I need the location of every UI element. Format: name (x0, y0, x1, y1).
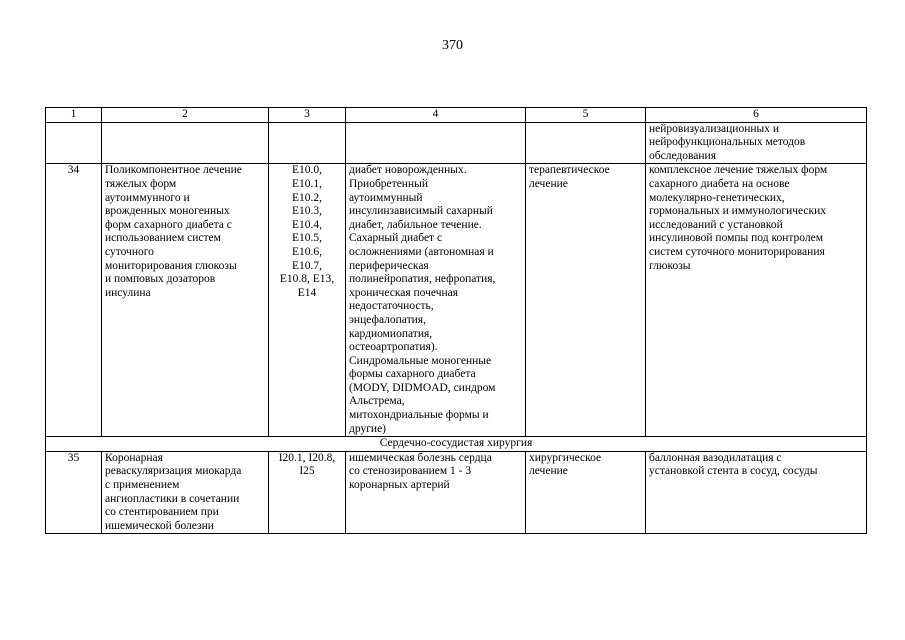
header-row (46, 108, 867, 123)
header-cell-2: 2 (102, 108, 269, 123)
treatment-method (646, 164, 867, 437)
cell-line: полинейропатия, нефропатия, (349, 273, 496, 286)
cell-line: E10.4, (291, 218, 323, 231)
cont-cell-4 (346, 122, 526, 164)
cell-line: ишемическая болезнь сердца (349, 451, 492, 464)
cell-line: аутоиммунного и (105, 191, 190, 204)
cell-line: Сахарный диабет с (349, 232, 443, 245)
cont-cell-1 (46, 122, 102, 164)
cell-line: Коронарная (105, 451, 163, 464)
cell-line: нейрофункциональных методов (649, 136, 806, 149)
row-number: 34 (46, 164, 102, 437)
cont-cell-5 (526, 122, 646, 164)
cell-line: лечение (529, 465, 568, 478)
cell-line: периферическая (349, 259, 429, 272)
cell-line: E10.6, (291, 245, 323, 258)
cell-line: Приобретенный (349, 177, 428, 190)
cell-line: E10.5, (291, 232, 323, 245)
cell-line: гормональных и иммунологических (649, 205, 827, 218)
disease-model (346, 164, 526, 437)
cell-line: энцефалопатия, (349, 313, 426, 326)
cell-line: Поликомпонентное лечение (105, 164, 242, 177)
disease-model (346, 451, 526, 534)
cell-line: Альстрема, (349, 395, 405, 408)
cell-line: E10.1, (291, 177, 323, 190)
cell-line: комплексное лечение тяжелых форм (649, 164, 828, 177)
cell-line: установкой стента в сосуд, сосуды (649, 465, 818, 478)
cell-line: митохондриальные формы и (349, 409, 489, 422)
cell-line: аутоиммунный (349, 191, 423, 204)
page-number: 370 (442, 38, 463, 53)
cell-line: терапевтическое (529, 164, 610, 177)
cell-line: со стентированием при (105, 506, 219, 519)
cell-line: мониторирования глюкозы (105, 259, 237, 272)
treatment-type (526, 164, 646, 437)
cell-line: ангиопластики в сочетании (105, 492, 240, 505)
cell-line: (MODY, DIDMOAD, синдром (349, 381, 496, 394)
treatment-type (526, 451, 646, 534)
cell-line: форм сахарного диабета с (105, 218, 232, 231)
cell-line: E10.0, (291, 164, 323, 177)
header-cell-4: 4 (346, 108, 526, 123)
cell-line: врожденных моногенных (105, 205, 230, 218)
cell-line: I20.1, I20.8, (278, 451, 336, 464)
cell-line: сахарного диабета на основе (649, 177, 790, 190)
cell-line: и помповых дозаторов (105, 273, 216, 286)
header-cell-5: 5 (526, 108, 646, 123)
cell-line: лечение (529, 177, 568, 190)
row-number: 35 (46, 451, 102, 534)
cell-line: диабет, лабильное течение. (349, 218, 482, 231)
cell-line: коронарных артерий (349, 479, 450, 492)
cell-line: исследований с установкой (649, 218, 783, 231)
care-type-name (102, 451, 269, 534)
cell-line: хроническая почечная (349, 286, 459, 299)
cell-line: использованием систем (105, 232, 221, 245)
cell-line: недостаточность, (349, 300, 434, 313)
care-type-name (102, 164, 269, 437)
header-cell-6: 6 (646, 108, 867, 123)
cell-line: глюкозы (649, 259, 691, 272)
cell-line: обследования (649, 149, 716, 162)
cell-line: ишемической болезни (105, 519, 214, 532)
treatment-method (646, 451, 867, 534)
cell-line: формы сахарного диабета (349, 368, 476, 381)
cell-line: инсулиновой помпы под контролем (649, 232, 823, 245)
cont-cell-2 (102, 122, 269, 164)
cell-line: остеоартропатия). (349, 341, 438, 354)
cell-line: со стенозированием 1 - 3 (349, 465, 472, 478)
cell-line: кардиомиопатия, (349, 327, 433, 340)
medical-care-table (45, 107, 867, 534)
cell-line: хирургическое (529, 451, 602, 464)
cell-line: нейровизуализационных и (649, 122, 780, 135)
header-cell-1: 1 (46, 108, 102, 123)
cell-line: I25 (299, 465, 315, 478)
cell-line: E14 (297, 286, 317, 299)
cell-line: E10.7, (291, 259, 323, 272)
continuation-row (46, 122, 867, 164)
cell-line: суточного (105, 245, 154, 258)
cell-line: с применением (105, 479, 180, 492)
icd-codes (269, 451, 346, 534)
cell-line: диабет новорожденных. (349, 164, 467, 177)
cont-method-cell (646, 122, 867, 164)
cell-line: другие) (349, 422, 387, 435)
cell-line: инсулина (105, 286, 151, 299)
cell-line: баллонная вазодилатация с (649, 451, 782, 464)
cell-line: Синдромальные моногенные (349, 354, 492, 367)
section-title: Сердечно-сосудистая хирургия (46, 437, 867, 452)
table-row-35 (46, 451, 867, 534)
cell-line: E10.3, (291, 205, 323, 218)
section-row (46, 437, 867, 452)
cell-line: осложнениями (автономная и (349, 245, 494, 258)
cell-line: молекулярно-генетических, (649, 191, 785, 204)
header-cell-3: 3 (269, 108, 346, 123)
cell-line: тяжелых форм (105, 177, 177, 190)
cell-line: систем суточного мониторирования (649, 245, 825, 258)
cell-line: реваскуляризация миокарда (105, 465, 242, 478)
cont-cell-3 (269, 122, 346, 164)
icd-codes (269, 164, 346, 437)
table-row-34 (46, 164, 867, 437)
cell-line: инсулинзависимый сахарный (349, 205, 493, 218)
cell-line: E10.8, E13, (279, 273, 335, 286)
cell-line: E10.2, (291, 191, 323, 204)
